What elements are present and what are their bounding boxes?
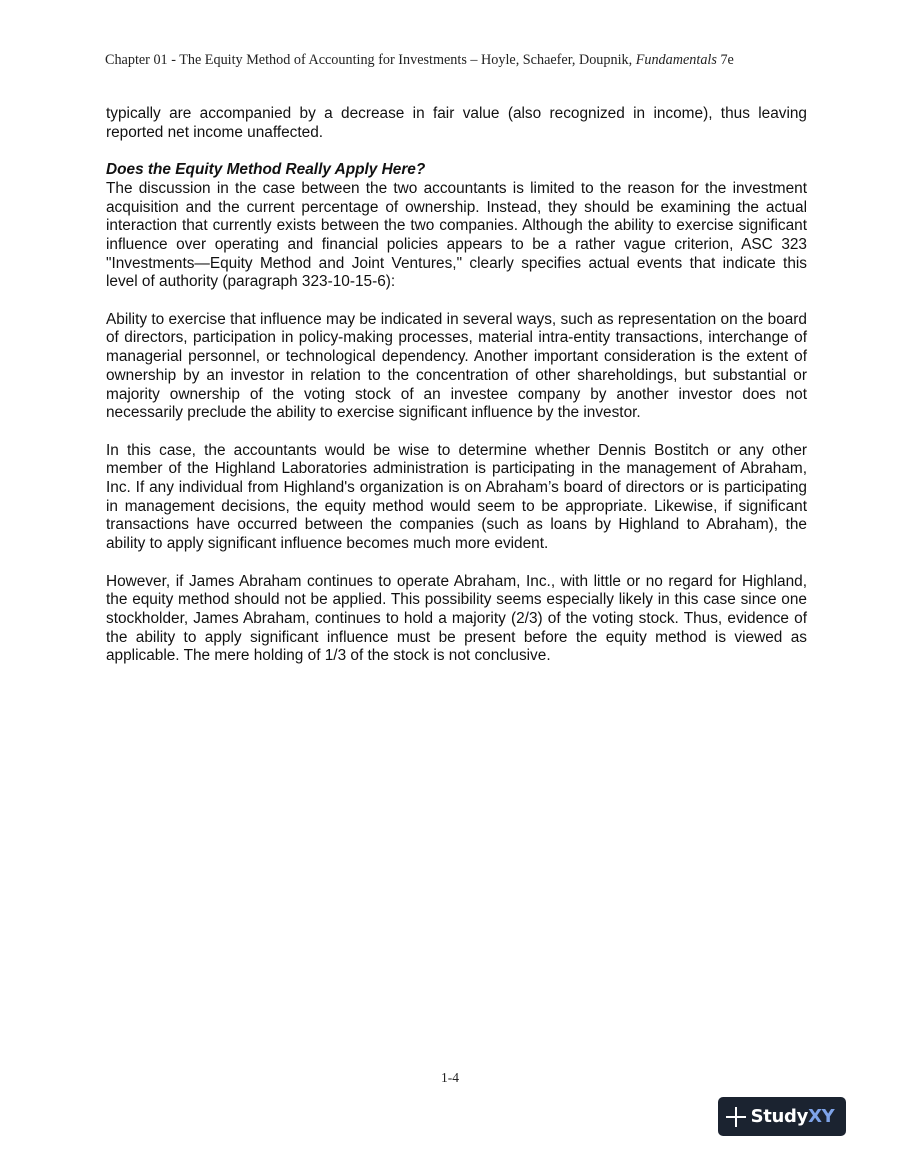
studyxy-logo-text <box>751 1106 835 1127</box>
header-book-title: Fundamentals <box>635 52 717 68</box>
header-edition: 7e <box>716 52 734 68</box>
intro-paragraph: typically are accompanied by a decrease in fair value (also recognized in income), thus leaving reported net income unaffected. <box>106 105 807 141</box>
body-paragraph-3: In this case, the accountants would be wise to determine whether Dennis Bostitch or any other member of the Highland Laboratories administration is participating in the management of Abraham, Inc. If any individual from Highland's organization is on Abraham’s board of directors or is participating in management decisions, the equity method would seem to be appropriate. Likewise, if significant transactions have occurred between the companies (such as loans by Highland to Abraham), the ability to apply significant influence becomes much more evident. <box>106 441 807 553</box>
page-number: 1-4 <box>441 1070 459 1085</box>
section-heading: Does the Equity Method Really Apply Here? <box>106 161 426 179</box>
logo-text-accent: XY <box>808 1106 835 1127</box>
document-body <box>106 105 807 666</box>
body-paragraph-4: However, if James Abraham continues to operate Abraham, Inc., with little or no regard for Highland, the equity method should not be applied. This possibility seems especially likely in this case since one stockholder, James Abraham, continues to hold a majority (2/3) of the voting stock. Thus, evidence of the ability to apply significant influence must be present before the equity method is viewed as applicable. The mere holding of 1/3 of the stock is not conclusive. <box>106 572 807 665</box>
studyxy-badge[interactable] <box>718 1097 846 1136</box>
plus-icon <box>726 1107 746 1127</box>
header-prefix: Chapter 01 - The Equity Method of Accounting for Investments – Hoyle, Schaefer, Doupnik, <box>105 52 636 68</box>
body-paragraph-1: The discussion in the case between the two accountants is limited to the reason for the investment acquisition and the current percentage of ownership. Instead, they should be examining the actual interaction that currently exists between the two companies. Although the ability to exercise significant influence over operating and financial policies appears to be a rather vague criterion, ASC 323 "Investments—Equity Method and Joint Ventures," clearly specifies actual events that indicate this level of authority (paragraph 323-10-15-6): <box>106 179 807 291</box>
body-paragraph-2: Ability to exercise that influence may be indicated in several ways, such as representation on the board of directors, participation in policy-making processes, material intra-entity transactions, interchange of managerial personnel, or technological dependency. Another important consideration is the extent of ownership by an investor in relation to the concentration of other shareholdings, but substantial or majority ownership of the voting stock of an investee company by another investor does not necessarily preclude the ability to exercise significant influence by the investor. <box>106 310 807 422</box>
logo-text-main: Study <box>750 1106 809 1127</box>
running-header <box>105 52 805 69</box>
